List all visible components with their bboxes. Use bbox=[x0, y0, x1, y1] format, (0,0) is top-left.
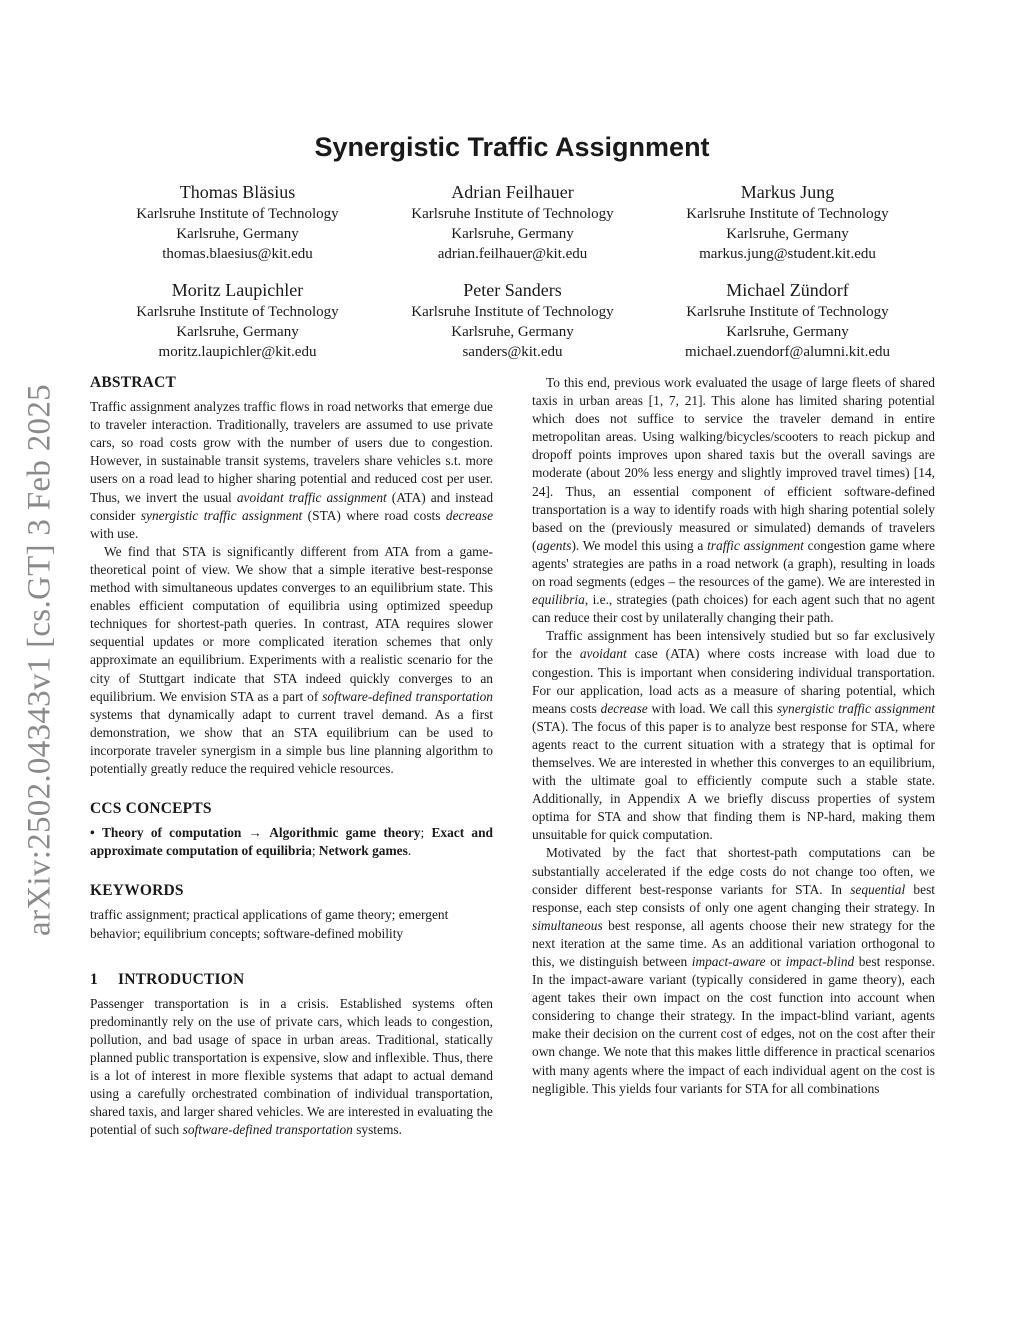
ccs-concepts-text: • Theory of computation → Algorithmic game theory; Exact and approximate computation of equilibria; Network games. bbox=[90, 825, 494, 859]
abstract-heading: ABSTRACT bbox=[90, 374, 177, 391]
author-affiliation: Karlsruhe Institute of Technology bbox=[136, 206, 339, 222]
ccs-concepts-heading: CCS CONCEPTS bbox=[90, 800, 212, 818]
author-name: Moritz Laupichler bbox=[171, 280, 304, 300]
introduction-paragraph: Traffic assignment has been intensively studied but so far exclusively for the avoidant case (ATA) where costs increase with load due to congestion. This is important when considering individual transportation. For our application, load acts as a measure of sharing potential, which means costs decrease with load. We call this synergistic traffic assignment (STA). The focus of this paper is to analyze best response for STA, where agents react to the current situation with a strategy that is optimal for themselves. We are interested in whether this converges to an equilibrium, with the ultimate goal to efficiently compute such a stable state. Additionally, in Appendix A we briefly discuss properties of system optima for STA and show that finding them is NP-hard, making them unsuitable for quick computation. bbox=[532, 628, 935, 843]
author-email[interactable]: michael.zuendorf@alumni.kit.edu bbox=[685, 344, 890, 360]
author-name: Markus Jung bbox=[740, 182, 835, 202]
author-name: Adrian Feilhauer bbox=[451, 182, 574, 202]
author-affiliation: Karlsruhe Institute of Technology bbox=[686, 304, 889, 320]
author-name: Peter Sanders bbox=[463, 280, 562, 300]
author-location: Karlsruhe, Germany bbox=[176, 324, 299, 340]
author-email[interactable]: sanders@kit.edu bbox=[462, 344, 563, 360]
author-email[interactable]: adrian.feilhauer@kit.edu bbox=[437, 246, 588, 262]
author-location: Karlsruhe, Germany bbox=[726, 324, 849, 340]
introduction-heading: 1 INTRODUCTION bbox=[90, 970, 245, 988]
author-name: Thomas Bläsius bbox=[179, 182, 296, 202]
author-location: Karlsruhe, Germany bbox=[451, 226, 574, 242]
author-block bbox=[100, 278, 375, 362]
author-block bbox=[375, 180, 650, 264]
author-location: Karlsruhe, Germany bbox=[726, 226, 849, 242]
abstract-paragraph: We find that STA is significantly different from ATA from a game-theoretical point of view. We show that a simple iterative best-response method with simultaneous updates converges to an equilibrium state. This enables efficient computation of equilibria using optimized speedup techniques for shortest-path queries. In contrast, ATA requires slower sequential updates or more complicated iteration schemes that only approximate an equilibrium. Experiments with a realistic scenario for the city of Stuttgart indicate that STA indeed quickly converges to an equilibrium. We envision STA as a part of software-defined transportation systems that dynamically adapt to current travel demand. As a first demonstration, we show that an STA equilibrium can be used to incorporate traveler synergism in a simple bus line planning algorithm to potentially greatly reduce the required vehicle resources. bbox=[90, 543, 494, 776]
author-location: Karlsruhe, Germany bbox=[451, 324, 574, 340]
left-column bbox=[90, 374, 493, 1139]
paper-title: Synergistic Traffic Assignment bbox=[314, 132, 710, 162]
author-list bbox=[100, 180, 925, 362]
arxiv-identifier: arXiv:2502.04343v1 [cs.GT] 3 Feb 2025 bbox=[21, 384, 58, 936]
author-block bbox=[375, 278, 650, 362]
author-name: Michael Zündorf bbox=[726, 280, 849, 300]
author-block bbox=[650, 278, 925, 362]
author-email[interactable]: markus.jung@student.kit.edu bbox=[699, 246, 876, 262]
author-location: Karlsruhe, Germany bbox=[176, 226, 299, 242]
author-block bbox=[100, 180, 375, 264]
keywords-text: traffic assignment; practical applications of game theory; emergent behavior; equilibrium concepts; software-defined mobility bbox=[90, 907, 449, 941]
author-affiliation: Karlsruhe Institute of Technology bbox=[686, 206, 889, 222]
author-block bbox=[650, 180, 925, 264]
author-affiliation: Karlsruhe Institute of Technology bbox=[136, 304, 339, 320]
abstract-paragraph: Traffic assignment analyzes traffic flows in road networks that emerge due to traveler interaction. Traditionally, travelers are assumed to use private cars, so road costs grow with the number of users due to congestion. However, in sustainable transit systems, travelers share vehicles s.t. more users on a road lead to higher sharing potential and reduced cost per user. Thus, we invert the usual avoidant traffic assignment (ATA) and instead consider synergistic traffic assignment (STA) where road costs decrease with use. bbox=[90, 399, 494, 541]
author-email[interactable]: moritz.laupichler@kit.edu bbox=[158, 344, 317, 360]
keywords-heading: KEYWORDS bbox=[90, 882, 184, 900]
author-email[interactable]: thomas.blaesius@kit.edu bbox=[162, 246, 313, 262]
author-affiliation: Karlsruhe Institute of Technology bbox=[411, 304, 614, 320]
introduction-paragraph: Motivated by the fact that shortest-path computations can be substantially accelerated if the edge costs do not change too often, we consider different best-response variants for STA. In sequential best response, each step consists of only one agent changing their strategy. In simultaneous best response, all agents choose their new strategy for the next iteration at the same time. As an additional variation orthogonal to this, we distinguish between impact-aware or impact-blind best response. In the impact-aware variant (typically considered in game theory), each agent takes their own impact on the cost function into account when considering to change their strategy. In the impact-blind variant, agents make their decision on the current cost of edges, not on the cost after their own change. We note that this makes little difference in practical scenarios with many agents where the impact of each individual agent on the cost is negligible. This yields four variants for STA for all combinations bbox=[532, 845, 935, 1096]
author-affiliation: Karlsruhe Institute of Technology bbox=[411, 206, 614, 222]
introduction-paragraph: Passenger transportation is in a crisis. Established systems often predominantly rely on the use of private cars, which leads to congestion, pollution, and bad usage of space in urban areas. Traditional, statically planned public transportation is expensive, slow and inflexible. Thus, there is a lot of interest in more flexible systems that adapt to actual demand using a carefully orchestrated combination of individual transportation, shared taxis, and larger shared vehicles. We are interested in evaluating the potential of such software-defined transportation systems. bbox=[90, 995, 493, 1138]
right-column bbox=[532, 374, 935, 1098]
introduction-paragraph: To this end, previous work evaluated the usage of large fleets of shared taxis in urban areas [1, 7, 21]. This alone has limited sharing potential which does not suffice to service the traveler demand in entire metropolitan areas. Using walking/bicycles/scooters to reach pickup and dropoff points improves upon shared taxis but the overall savings are moderate (about 20% less energy and slightly improved travel times) [14, 24]. Thus, an essential component of efficient software-defined transportation is a way to identify roads with high sharing potential solely based on the (previously measured or simulated) demands of travelers (agents). We model this using a traffic assignment congestion game where agents' strategies are paths in a road network (a graph), resulting in loads on road segments (edges – the resources of the game). We are interested in equilibria, i.e., strategies (path choices) for each agent such that no agent can reduce their cost by unilaterally changing their path. bbox=[532, 375, 935, 626]
